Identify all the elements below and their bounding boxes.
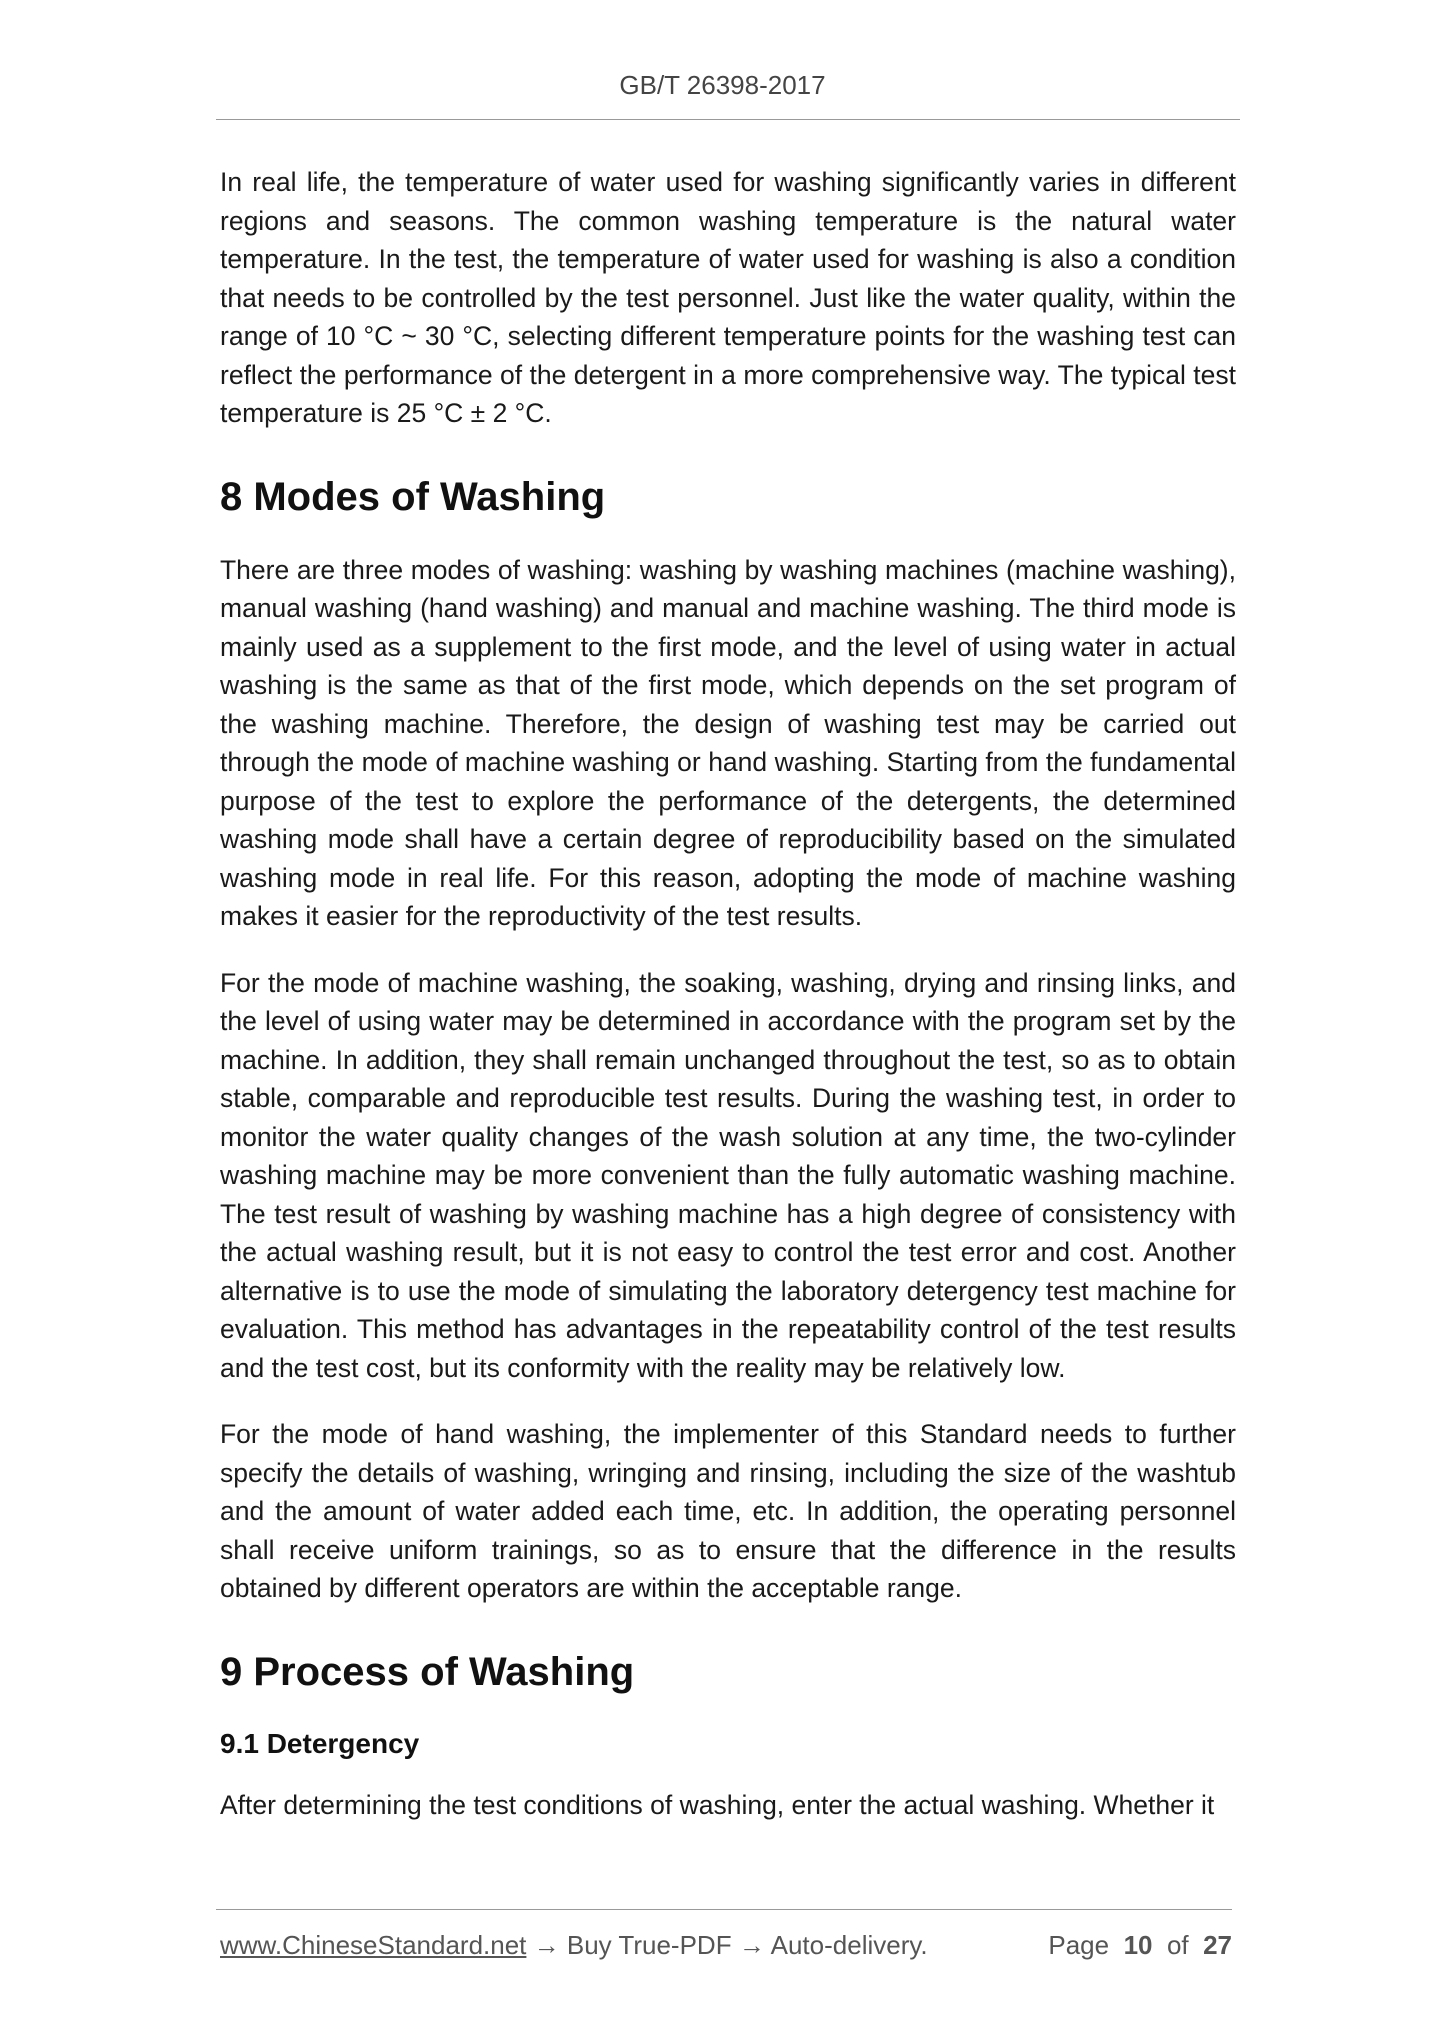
of-label: of — [1166, 1930, 1189, 1960]
page-label: Page — [1048, 1930, 1110, 1960]
section-8-paragraph-3: For the mode of hand washing, the implementer of this Standard needs to further specify the details of washing, wringing and rinsing, including the size of the washtub and the amount of water added each time, etc. In addition, the operating personnel shall receive uniform trainings, so as to ensure that the difference in the results obtained by different operators are within the acceptable range. — [220, 1419, 1236, 1603]
subsection-9-1-heading: 9.1 Detergency — [220, 1727, 420, 1759]
page-total: 27 — [1203, 1930, 1232, 1960]
arrow-icon: → — [738, 1930, 765, 1960]
subsection-9-1-paragraph: After determining the test conditions of washing, enter the actual washing. Whether it — [220, 1789, 1215, 1820]
page-number — [1048, 1930, 1232, 1961]
section-8-paragraph-1: There are three modes of washing: washing by washing machines (machine washing), manual washing (hand washing) and manual and machine washing. The third mode is mainly used as a supplement to the first mode, and the level of using water in actual washing is the same as that of the first mode, which depends on the set program of the washing machine. Therefore, the design of washing test may be carried out through the mode of machine washing or hand washing. Starting from the fundamental purpose of the test to explore the performance of the detergents, the determined washing mode shall have a certain degree of reproducibility based on the simulated washing mode in real life. For this reason, adopting the mode of machine washing makes it easier for the reproductivity of the test results. — [220, 554, 1236, 931]
delivery-text: Auto-delivery. — [770, 1930, 928, 1960]
section-8-paragraph-2: For the mode of machine washing, the soaking, washing, drying and rinsing links, and the level of using water may be determined in accordance with the program set by the machine. In addition, they shall remain unchanged throughout the test, so as to obtain stable, comparable and reproducible test results. During the washing test, in order to monitor the water quality changes of the wash solution at any time, the two-cylinder washing machine may be more convenient than the fully automatic washing machine. The test result of washing by washing machine has a high degree of consistency with the actual washing result, but it is not easy to control the test error and cost. Another alternative is to use the mode of simulating the laboratory detergency test machine for evaluation. This method has advantages in the repeatability control of the test results and the test cost, but its conformity with the reality may be relatively low. — [220, 967, 1236, 1383]
page-current: 10 — [1123, 1930, 1153, 1960]
header-divider — [216, 119, 1240, 120]
page-content — [220, 163, 1236, 1852]
intro-paragraph: In real life, the temperature of water used for washing significantly varies in different regions and seasons. The common washing temperature is the natural water temperature. In the test, the temperature of water used for washing is also a condition that needs to be controlled by the test personnel. Just like the water quality, within the range of 10 °C ~ 30 °C, selecting different temperature points for the washing test can reflect the performance of the detergent in a more comprehensive way. The typical test temperature is 25 °C ± 2 °C. — [220, 167, 1236, 428]
section-8-heading: 8 Modes of Washing — [220, 474, 606, 519]
footer-promo — [220, 1930, 928, 1961]
arrow-icon: → — [533, 1930, 560, 1960]
section-9-heading: 9 Process of Washing — [220, 1649, 635, 1694]
footer-divider — [216, 1909, 1232, 1910]
buy-text: Buy True-PDF — [566, 1930, 732, 1960]
page-header: GB/T 26398-2017 — [619, 70, 826, 100]
website-link[interactable]: www.ChineseStandard.net — [220, 1930, 527, 1960]
